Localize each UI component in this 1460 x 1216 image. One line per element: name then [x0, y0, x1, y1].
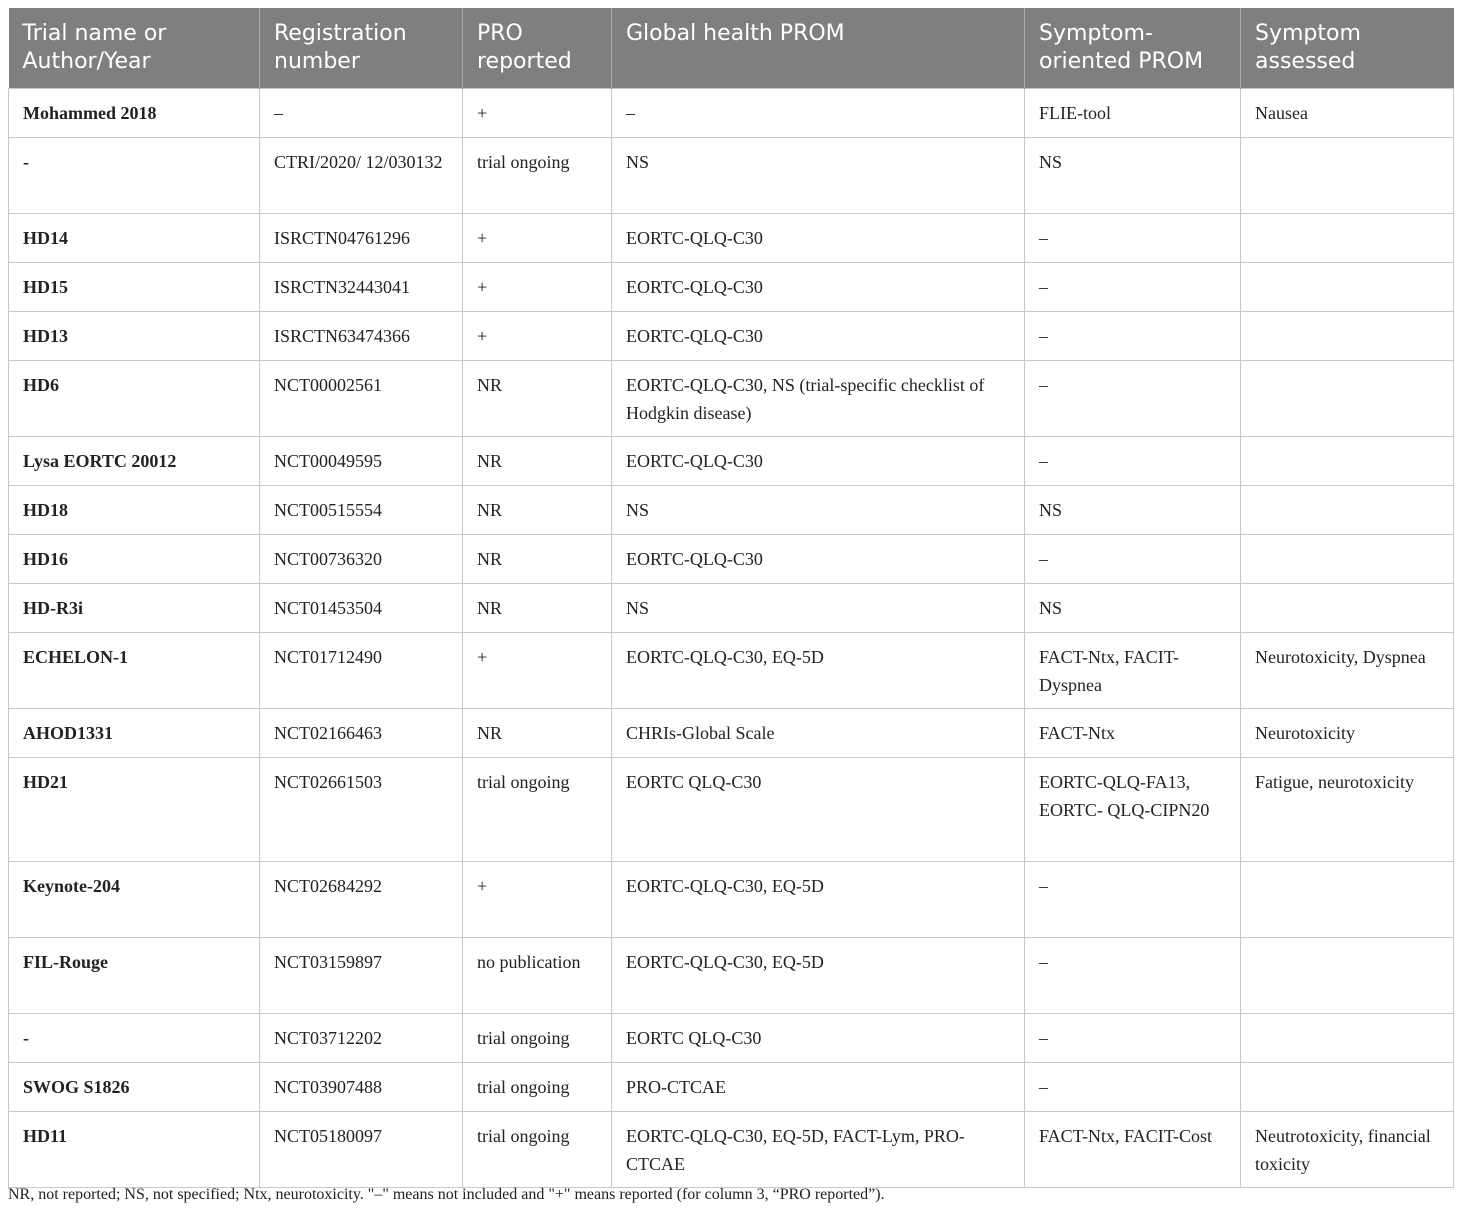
cell-trial-name: HD21 — [9, 758, 260, 862]
table-row — [9, 214, 1454, 263]
cell-registration: NCT03712202 — [260, 1014, 463, 1063]
cell-trial-name: HD15 — [9, 263, 260, 312]
cell-global-prom: NS — [612, 584, 1025, 633]
cell-pro-reported: trial ongoing — [463, 138, 612, 214]
cell-global-prom: EORTC QLQ-C30 — [612, 1014, 1025, 1063]
cell-pro-reported: NR — [463, 437, 612, 486]
cell-registration: NCT02661503 — [260, 758, 463, 862]
table-row — [9, 138, 1454, 214]
cell-pro-reported: NR — [463, 584, 612, 633]
cell-pro-reported: trial ongoing — [463, 758, 612, 862]
table-row — [9, 938, 1454, 1014]
table-row — [9, 263, 1454, 312]
cell-pro-reported: trial ongoing — [463, 1014, 612, 1063]
cell-global-prom: EORTC-QLQ-C30, EQ-5D — [612, 633, 1025, 709]
cell-pro-reported: NR — [463, 361, 612, 437]
cell-registration: NCT00736320 — [260, 535, 463, 584]
cell-registration: NCT01712490 — [260, 633, 463, 709]
header-trial-name: Trial name or Author/Year — [9, 8, 260, 89]
cell-trial-name: Lysa EORTC 20012 — [9, 437, 260, 486]
cell-symptom-prom: – — [1025, 1014, 1241, 1063]
table-footnote: NR, not reported; NS, not specified; Ntx, neurotoxicity. "–" means not included and "+" means reported (for column 3, “PRO reported”). — [8, 1186, 885, 1203]
cell-global-prom: EORTC-QLQ-C30 — [612, 263, 1025, 312]
cell-symptom-prom: – — [1025, 361, 1241, 437]
cell-global-prom: NS — [612, 486, 1025, 535]
table-row — [9, 312, 1454, 361]
cell-pro-reported: trial ongoing — [463, 1112, 612, 1188]
cell-symptom-assessed: Neurotoxicity — [1241, 709, 1454, 758]
cell-symptom-assessed — [1241, 938, 1454, 1014]
table-header-row — [9, 8, 1454, 89]
cell-trial-name: HD-R3i — [9, 584, 260, 633]
cell-global-prom: CHRIs-Global Scale — [612, 709, 1025, 758]
table-row — [9, 709, 1454, 758]
cell-trial-name: HD14 — [9, 214, 260, 263]
cell-global-prom: EORTC-QLQ-C30 — [612, 535, 1025, 584]
table-row — [9, 89, 1454, 138]
cell-registration: NCT05180097 — [260, 1112, 463, 1188]
table-row — [9, 535, 1454, 584]
cell-registration: ISRCTN63474366 — [260, 312, 463, 361]
cell-trial-name: HD6 — [9, 361, 260, 437]
cell-trial-name: HD13 — [9, 312, 260, 361]
cell-pro-reported: no publication — [463, 938, 612, 1014]
table-row — [9, 758, 1454, 862]
header-pro-reported: PRO reported — [463, 8, 612, 89]
cell-symptom-assessed: Neutrotoxicity, financial toxicity — [1241, 1112, 1454, 1188]
cell-pro-reported: NR — [463, 709, 612, 758]
cell-global-prom: EORTC QLQ-C30 — [612, 758, 1025, 862]
cell-pro-reported: + — [463, 312, 612, 361]
cell-symptom-prom: – — [1025, 214, 1241, 263]
cell-trial-name: - — [9, 1014, 260, 1063]
cell-registration: NCT03159897 — [260, 938, 463, 1014]
cell-trial-name: AHOD1331 — [9, 709, 260, 758]
cell-global-prom: EORTC-QLQ-C30 — [612, 312, 1025, 361]
cell-pro-reported: trial ongoing — [463, 1063, 612, 1112]
cell-global-prom: EORTC-QLQ-C30, NS (trial-specific checklist of Hodgkin disease) — [612, 361, 1025, 437]
cell-symptom-prom: – — [1025, 938, 1241, 1014]
cell-global-prom: EORTC-QLQ-C30 — [612, 214, 1025, 263]
cell-symptom-assessed: Neurotoxicity, Dyspnea — [1241, 633, 1454, 709]
cell-trial-name: FIL-Rouge — [9, 938, 260, 1014]
cell-symptom-prom: NS — [1025, 584, 1241, 633]
cell-registration: NCT00515554 — [260, 486, 463, 535]
cell-global-prom: – — [612, 89, 1025, 138]
cell-symptom-prom: NS — [1025, 486, 1241, 535]
cell-symptom-prom: EORTC-QLQ-FA13, EORTC- QLQ-CIPN20 — [1025, 758, 1241, 862]
cell-pro-reported: + — [463, 633, 612, 709]
cell-registration: ISRCTN32443041 — [260, 263, 463, 312]
cell-symptom-assessed — [1241, 312, 1454, 361]
cell-symptom-prom: FACT-Ntx, FACIT-Dyspnea — [1025, 633, 1241, 709]
cell-trial-name: HD11 — [9, 1112, 260, 1188]
cell-symptom-prom: – — [1025, 1063, 1241, 1112]
cell-pro-reported: + — [463, 89, 612, 138]
cell-global-prom: EORTC-QLQ-C30, EQ-5D, FACT-Lym, PRO-CTCAE — [612, 1112, 1025, 1188]
header-global-health-prom: Global health PROM — [612, 8, 1025, 89]
cell-symptom-assessed: Nausea — [1241, 89, 1454, 138]
pro-trials-table — [8, 8, 1454, 1188]
cell-registration: NCT00049595 — [260, 437, 463, 486]
cell-registration: NCT00002561 — [260, 361, 463, 437]
cell-symptom-prom: NS — [1025, 138, 1241, 214]
table-row — [9, 361, 1454, 437]
cell-symptom-assessed — [1241, 584, 1454, 633]
cell-registration: ISRCTN04761296 — [260, 214, 463, 263]
cell-global-prom: EORTC-QLQ-C30, EQ-5D — [612, 862, 1025, 938]
cell-symptom-assessed — [1241, 1014, 1454, 1063]
cell-symptom-assessed — [1241, 862, 1454, 938]
cell-symptom-assessed — [1241, 1063, 1454, 1112]
table-row — [9, 486, 1454, 535]
cell-symptom-assessed — [1241, 535, 1454, 584]
header-registration-number: Registration number — [260, 8, 463, 89]
cell-trial-name: HD18 — [9, 486, 260, 535]
table-row — [9, 1014, 1454, 1063]
cell-global-prom: EORTC-QLQ-C30 — [612, 437, 1025, 486]
cell-symptom-prom: FLIE-tool — [1025, 89, 1241, 138]
cell-registration: NCT02684292 — [260, 862, 463, 938]
cell-symptom-prom: – — [1025, 535, 1241, 584]
cell-symptom-prom: – — [1025, 312, 1241, 361]
cell-trial-name: - — [9, 138, 260, 214]
table-row — [9, 1063, 1454, 1112]
cell-trial-name: Mohammed 2018 — [9, 89, 260, 138]
cell-pro-reported: + — [463, 862, 612, 938]
cell-global-prom: EORTC-QLQ-C30, EQ-5D — [612, 938, 1025, 1014]
cell-pro-reported: + — [463, 263, 612, 312]
cell-global-prom: NS — [612, 138, 1025, 214]
cell-symptom-assessed — [1241, 486, 1454, 535]
cell-pro-reported: NR — [463, 535, 612, 584]
cell-symptom-prom: FACT-Ntx, FACIT-Cost — [1025, 1112, 1241, 1188]
cell-registration: NCT02166463 — [260, 709, 463, 758]
table-container — [8, 8, 1453, 1188]
cell-trial-name: Keynote-204 — [9, 862, 260, 938]
table-row — [9, 633, 1454, 709]
table-row — [9, 437, 1454, 486]
cell-trial-name: ECHELON-1 — [9, 633, 260, 709]
cell-pro-reported: NR — [463, 486, 612, 535]
cell-symptom-assessed — [1241, 263, 1454, 312]
cell-symptom-assessed — [1241, 138, 1454, 214]
cell-trial-name: SWOG S1826 — [9, 1063, 260, 1112]
table-row — [9, 1112, 1454, 1188]
header-symptom-assessed: Symptom assessed — [1241, 8, 1454, 89]
header-symptom-oriented-prom: Symptom-oriented PROM — [1025, 8, 1241, 89]
cell-symptom-assessed — [1241, 214, 1454, 263]
cell-symptom-prom: – — [1025, 862, 1241, 938]
table-row — [9, 584, 1454, 633]
cell-symptom-prom: – — [1025, 437, 1241, 486]
cell-registration: CTRI/2020/ 12/030132 — [260, 138, 463, 214]
cell-global-prom: PRO-CTCAE — [612, 1063, 1025, 1112]
cell-pro-reported: + — [463, 214, 612, 263]
cell-symptom-assessed — [1241, 361, 1454, 437]
cell-registration: NCT01453504 — [260, 584, 463, 633]
cell-symptom-assessed: Fatigue, neurotoxicity — [1241, 758, 1454, 862]
cell-registration: NCT03907488 — [260, 1063, 463, 1112]
cell-trial-name: HD16 — [9, 535, 260, 584]
cell-registration: – — [260, 89, 463, 138]
cell-symptom-prom: FACT-Ntx — [1025, 709, 1241, 758]
cell-symptom-prom: – — [1025, 263, 1241, 312]
table-row — [9, 862, 1454, 938]
cell-symptom-assessed — [1241, 437, 1454, 486]
